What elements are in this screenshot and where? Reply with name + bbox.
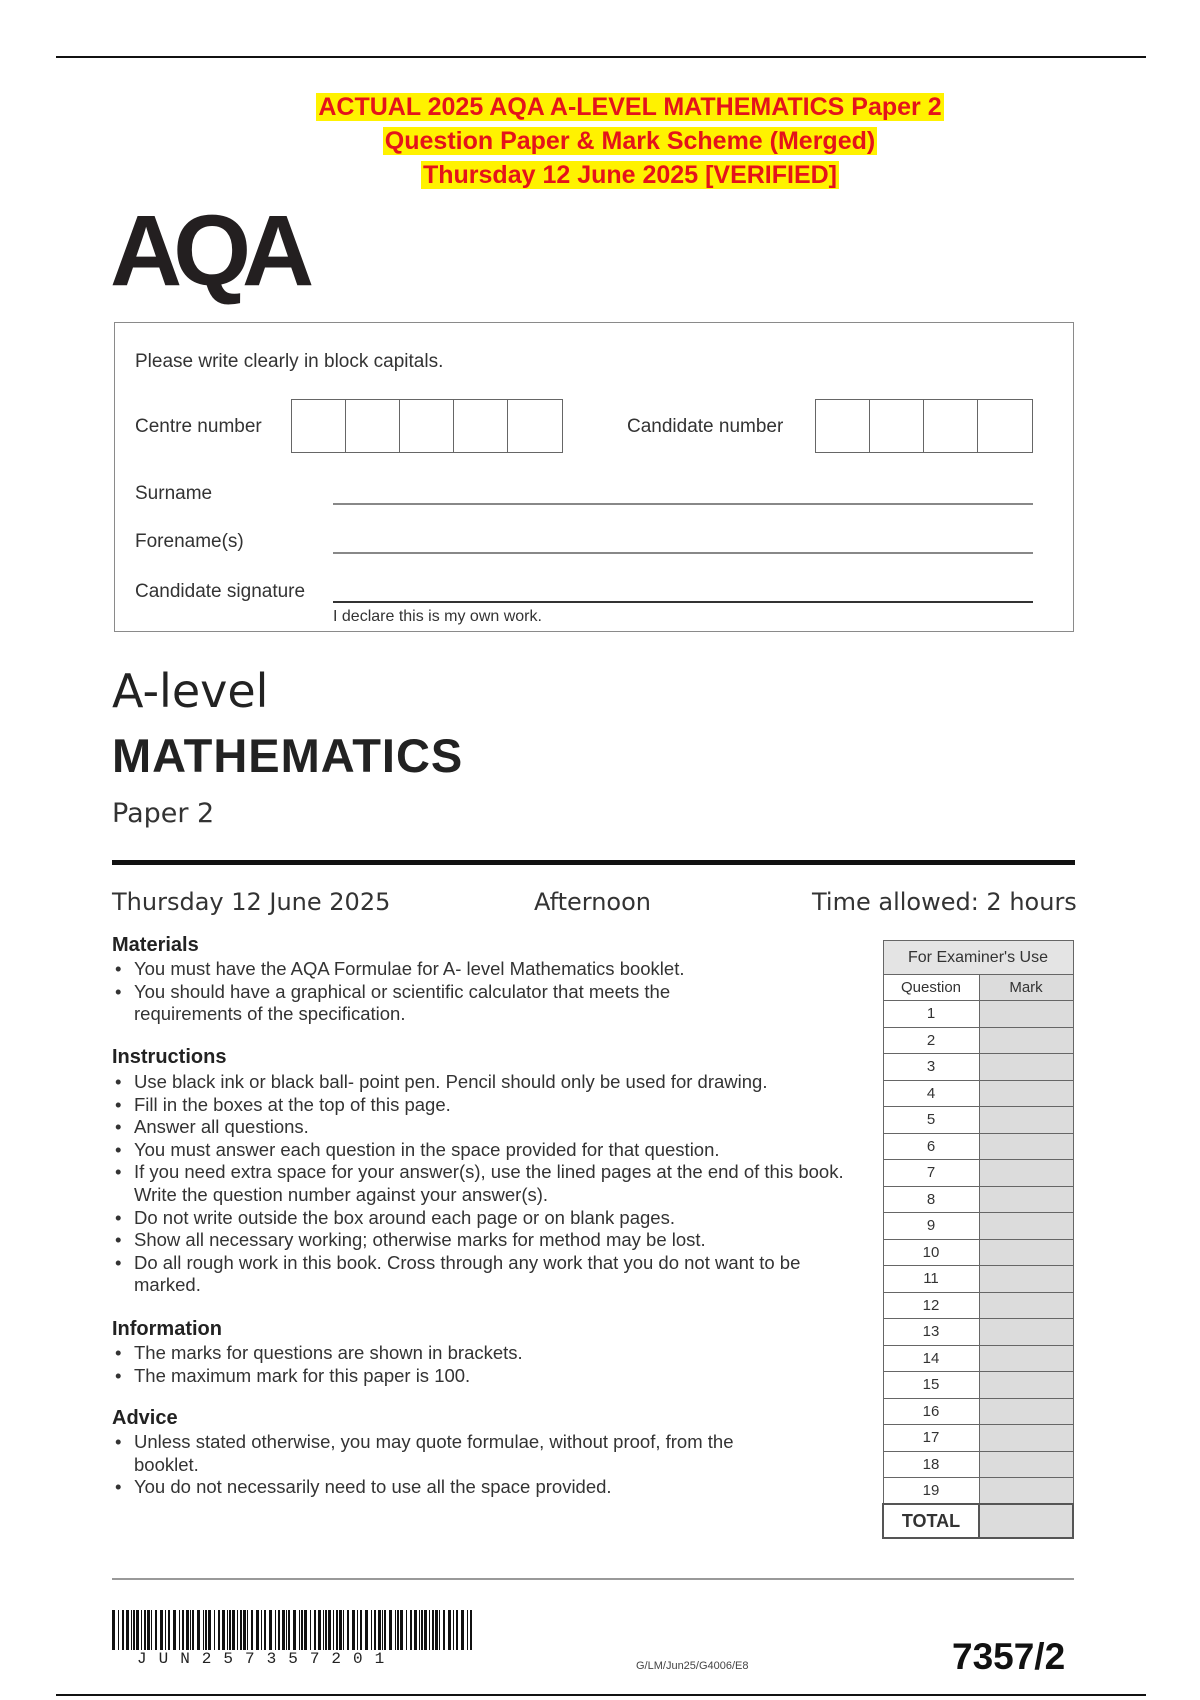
barcode-bar: [419, 1610, 420, 1650]
barcode-bar: [240, 1610, 242, 1650]
list-item: • You must answer each question in the space provided for that question.: [112, 1139, 872, 1162]
total-mark-cell[interactable]: [979, 1504, 1073, 1538]
mark-cell[interactable]: [979, 1372, 1073, 1399]
list-item: • Answer all questions.: [112, 1116, 872, 1139]
barcode-bar: [173, 1610, 176, 1650]
barcode-bar: [470, 1610, 472, 1650]
barcode-bar: [432, 1610, 434, 1650]
exam-date: Thursday 12 June 2025: [112, 888, 391, 916]
barcode-bar: [256, 1610, 259, 1650]
mark-cell[interactable]: [979, 1213, 1073, 1240]
barcode-bar: [112, 1610, 115, 1650]
barcode-bar: [203, 1610, 204, 1650]
mark-cell[interactable]: [979, 1451, 1073, 1478]
barcode-bar: [318, 1610, 321, 1650]
barcode-bar: [208, 1610, 211, 1650]
question-number: 2: [883, 1027, 979, 1054]
list-item: • Do all rough work in this book. Cross through any work that you do not want to be marked.: [112, 1252, 864, 1297]
barcode-bar: [190, 1610, 191, 1650]
subject-title: MATHEMATICS: [112, 729, 464, 782]
barcode-bar: [141, 1610, 142, 1650]
block-capitals-instruction: Please write clearly in block capitals.: [135, 351, 444, 372]
information-list: [112, 1342, 872, 1387]
table-row: [883, 1292, 1073, 1319]
advice-list: [112, 1431, 872, 1499]
title-divider: [112, 860, 1075, 865]
signature-label: Candidate signature: [135, 581, 306, 602]
barcode-bar: [275, 1610, 276, 1650]
centre-number-grid[interactable]: [291, 399, 563, 453]
table-row: [883, 1054, 1073, 1081]
table-row: [883, 1239, 1073, 1266]
barcode-bar: [118, 1610, 119, 1650]
barcode-bar: [323, 1610, 324, 1650]
barcode-bar: [429, 1610, 430, 1650]
signature-line[interactable]: [333, 601, 1033, 603]
barcode-bar: [400, 1610, 403, 1650]
barcode-bar: [435, 1610, 438, 1650]
barcode-bar: [243, 1610, 246, 1650]
barcode-bar: [286, 1610, 287, 1650]
barcode-bar: [179, 1610, 180, 1650]
footer-rule: [112, 1578, 1074, 1580]
table-row: [883, 1027, 1073, 1054]
list-item: • Use black ink or black ball- point pen. Pencil should only be used for drawing.: [112, 1071, 872, 1094]
centre-number-cell[interactable]: [400, 400, 454, 452]
information-heading: Information: [112, 1318, 222, 1340]
total-row: [883, 1504, 1073, 1538]
barcode-bar: [365, 1610, 368, 1650]
barcode-bar: [371, 1610, 372, 1650]
examiner-table-title: For Examiner's Use: [883, 941, 1073, 975]
centre-number-cell[interactable]: [454, 400, 508, 452]
table-row: [883, 1186, 1073, 1213]
barcode-bar: [395, 1610, 396, 1650]
barcode-bar: [360, 1610, 362, 1650]
candidate-number-grid[interactable]: [815, 399, 1033, 453]
bottom-rule: [56, 1694, 1146, 1696]
barcode-bar: [310, 1610, 311, 1650]
mark-cell[interactable]: [979, 1345, 1073, 1372]
question-number: 18: [883, 1451, 979, 1478]
barcode-bar: [406, 1610, 407, 1650]
question-number: 16: [883, 1398, 979, 1425]
barcode-bar: [131, 1610, 132, 1650]
barcode-bar: [333, 1610, 334, 1650]
barcode-bar: [461, 1610, 464, 1650]
question-number: 14: [883, 1345, 979, 1372]
barcode-bar: [222, 1610, 225, 1650]
barcode-bar: [352, 1610, 355, 1650]
list-item: • If you need extra space for your answer(s), use the lined pages at the end of this book. Write the question number against your answer(s).: [112, 1161, 864, 1206]
list-item: • You do not necessarily need to use all the space provided.: [112, 1476, 872, 1499]
question-number: 4: [883, 1080, 979, 1107]
question-number: 13: [883, 1319, 979, 1346]
list-item: • The marks for questions are shown in brackets.: [112, 1342, 872, 1365]
table-row: [883, 1398, 1073, 1425]
barcode-bar: [214, 1610, 215, 1650]
table-row: [883, 1213, 1073, 1240]
barcode-bar: [251, 1610, 253, 1650]
barcode-bar: [192, 1610, 194, 1650]
table-row: [883, 1266, 1073, 1293]
mark-column-header: Mark: [979, 975, 1073, 1001]
forenames-label: Forename(s): [135, 531, 244, 552]
barcode-bar: [339, 1610, 342, 1650]
materials-heading: Materials: [112, 934, 199, 956]
barcode-bar: [168, 1610, 170, 1650]
barcode-bar: [421, 1610, 423, 1650]
table-row: [883, 1425, 1073, 1452]
barcode-bar: [301, 1610, 303, 1650]
barcode-bar: [384, 1610, 386, 1650]
mark-cell[interactable]: [979, 1478, 1073, 1505]
centre-number-label: Centre number: [135, 416, 262, 437]
list-item: • Show all necessary working; otherwise marks for method may be lost.: [112, 1229, 872, 1252]
candidate-number-cell[interactable]: [924, 400, 978, 452]
barcode-bar: [382, 1610, 383, 1650]
paper-code: 7357/2: [952, 1636, 1066, 1677]
barcode-bar: [218, 1610, 220, 1650]
barcode-bar: [122, 1610, 124, 1650]
barcode-bar: [186, 1610, 189, 1650]
list-item: • You should have a graphical or scientific calculator that meets the requirements of the specification.: [112, 981, 774, 1026]
aqa-logo: AQA: [110, 195, 306, 307]
table-row: [883, 1478, 1073, 1505]
question-number: 15: [883, 1372, 979, 1399]
candidate-number-label: Candidate number: [627, 416, 784, 437]
list-item: • Do not write outside the box around each page or on blank pages.: [112, 1207, 872, 1230]
total-label: TOTAL: [883, 1504, 979, 1538]
barcode-bar: [237, 1610, 238, 1650]
exam-session: Afternoon: [534, 888, 651, 916]
barcode-bar: [229, 1610, 231, 1650]
question-number: 19: [883, 1478, 979, 1505]
instructions-list: [112, 1071, 872, 1297]
barcode-bar: [414, 1610, 417, 1650]
barcode-bar: [133, 1610, 135, 1650]
mark-cell[interactable]: [979, 1292, 1073, 1319]
candidate-number-cell[interactable]: [816, 400, 870, 452]
mark-cell[interactable]: [979, 1107, 1073, 1134]
mark-cell[interactable]: [979, 1266, 1073, 1293]
list-item: • Fill in the boxes at the top of this page.: [112, 1094, 872, 1117]
barcode-bar: [299, 1610, 300, 1650]
question-number: 10: [883, 1239, 979, 1266]
question-number: 7: [883, 1160, 979, 1187]
instructions-heading: Instructions: [112, 1046, 227, 1068]
table-row: [883, 1319, 1073, 1346]
barcode-bar: [453, 1610, 454, 1650]
barcode-bar: [261, 1610, 262, 1650]
examiner-use-table: [882, 940, 1074, 1539]
question-number: 11: [883, 1266, 979, 1293]
barcode-bar: [439, 1610, 440, 1650]
question-number: 8: [883, 1186, 979, 1213]
table-row: [883, 1372, 1073, 1399]
barcode-bar: [278, 1610, 280, 1650]
mark-cell[interactable]: [979, 1001, 1073, 1028]
table-row: [883, 1001, 1073, 1028]
barcode-bar: [205, 1610, 207, 1650]
barcode-bar: [325, 1610, 327, 1650]
advice-heading: Advice: [112, 1407, 178, 1429]
barcode-bar: [197, 1610, 200, 1650]
mark-cell[interactable]: [979, 1054, 1073, 1081]
centre-number-cell[interactable]: [292, 400, 346, 452]
question-number: 6: [883, 1133, 979, 1160]
barcode-bar: [136, 1610, 139, 1650]
barcode-bar: [397, 1610, 399, 1650]
centre-number-cell[interactable]: [346, 400, 400, 452]
time-allowed: Time allowed: 2 hours: [812, 888, 1077, 916]
materials-list: [112, 958, 872, 1026]
list-item: • Unless stated otherwise, you may quote formulae, without proof, from the booklet.: [112, 1431, 794, 1476]
question-number: 17: [883, 1425, 979, 1452]
barcode-bar: [448, 1610, 451, 1650]
banner-line-2: Question Paper & Mark Scheme (Merged): [384, 127, 876, 155]
barcode-bar: [467, 1610, 468, 1650]
barcode-bar: [314, 1610, 316, 1650]
barcode-bar: [288, 1610, 290, 1650]
barcode-bar: [293, 1610, 296, 1650]
candidate-details-box: [114, 322, 1074, 632]
barcode-bar: [227, 1610, 228, 1650]
list-item: • You must have the AQA Formulae for A- level Mathematics booklet.: [112, 958, 872, 981]
question-number: 1: [883, 1001, 979, 1028]
candidate-number-cell[interactable]: [978, 400, 1032, 452]
table-row: [883, 1345, 1073, 1372]
barcode-bar: [264, 1610, 266, 1650]
candidate-number-cell[interactable]: [870, 400, 924, 452]
barcode-bar: [389, 1610, 392, 1650]
table-row: [883, 1160, 1073, 1187]
declaration-text: I declare this is my own work.: [333, 608, 542, 625]
barcode-bar: [410, 1610, 412, 1650]
table-row: [883, 1107, 1073, 1134]
forenames-line[interactable]: [333, 552, 1033, 554]
barcode-bar: [343, 1610, 344, 1650]
barcode-digits: JUN257357201: [137, 1650, 397, 1668]
barcode-bar: [282, 1610, 285, 1650]
barcode-bar: [357, 1610, 358, 1650]
mark-cell[interactable]: [979, 1160, 1073, 1187]
centre-number-cell[interactable]: [508, 400, 562, 452]
mark-cell[interactable]: [979, 1319, 1073, 1346]
barcode-bar: [328, 1610, 331, 1650]
table-row: [883, 1080, 1073, 1107]
banner-line-1: ACTUAL 2025 AQA A-LEVEL MATHEMATICS Paper 2: [318, 93, 942, 121]
barcode-bar: [144, 1610, 146, 1650]
paper-number: Paper 2: [112, 798, 215, 829]
banner-line-3: Thursday 12 June 2025 [VERIFIED]: [422, 161, 838, 189]
mark-cell[interactable]: [979, 1186, 1073, 1213]
barcode-bar: [374, 1610, 376, 1650]
mark-cell[interactable]: [979, 1239, 1073, 1266]
top-rule: [56, 56, 1146, 58]
mark-cell[interactable]: [979, 1133, 1073, 1160]
list-item: • The maximum mark for this paper is 100.: [112, 1365, 872, 1388]
question-number: 12: [883, 1292, 979, 1319]
barcode-bar: [182, 1610, 184, 1650]
table-row: [883, 1133, 1073, 1160]
question-number: 9: [883, 1213, 979, 1240]
barcode-bar: [378, 1610, 381, 1650]
barcode-bar: [147, 1610, 150, 1650]
question-number: 5: [883, 1107, 979, 1134]
qualification-level: A-level: [112, 664, 269, 718]
question-number: 3: [883, 1054, 979, 1081]
mark-cell[interactable]: [979, 1425, 1073, 1452]
mark-cell[interactable]: [979, 1398, 1073, 1425]
barcode-bar: [347, 1610, 349, 1650]
barcode-bar: [456, 1610, 458, 1650]
barcode-bar: [165, 1610, 166, 1650]
surname-label: Surname: [135, 483, 213, 504]
barcode-bar: [160, 1610, 163, 1650]
barcode-bar: [151, 1610, 152, 1650]
barcode-bar: [126, 1610, 129, 1650]
question-column-header: Question: [883, 975, 979, 1001]
barcode-bar: [424, 1610, 427, 1650]
mark-cell[interactable]: [979, 1080, 1073, 1107]
barcode-bar: [336, 1610, 338, 1650]
paper-reference: G/LM/Jun25/G4006/E8: [636, 1660, 749, 1672]
barcode-bar: [232, 1610, 235, 1650]
barcode-bar: [247, 1610, 248, 1650]
surname-line[interactable]: [333, 503, 1033, 505]
barcode-bar: [304, 1610, 307, 1650]
barcode-bar: [155, 1610, 157, 1650]
mark-cell[interactable]: [979, 1027, 1073, 1054]
barcode-bar: [269, 1610, 272, 1650]
table-row: [883, 1451, 1073, 1478]
barcode-bar: [443, 1610, 445, 1650]
